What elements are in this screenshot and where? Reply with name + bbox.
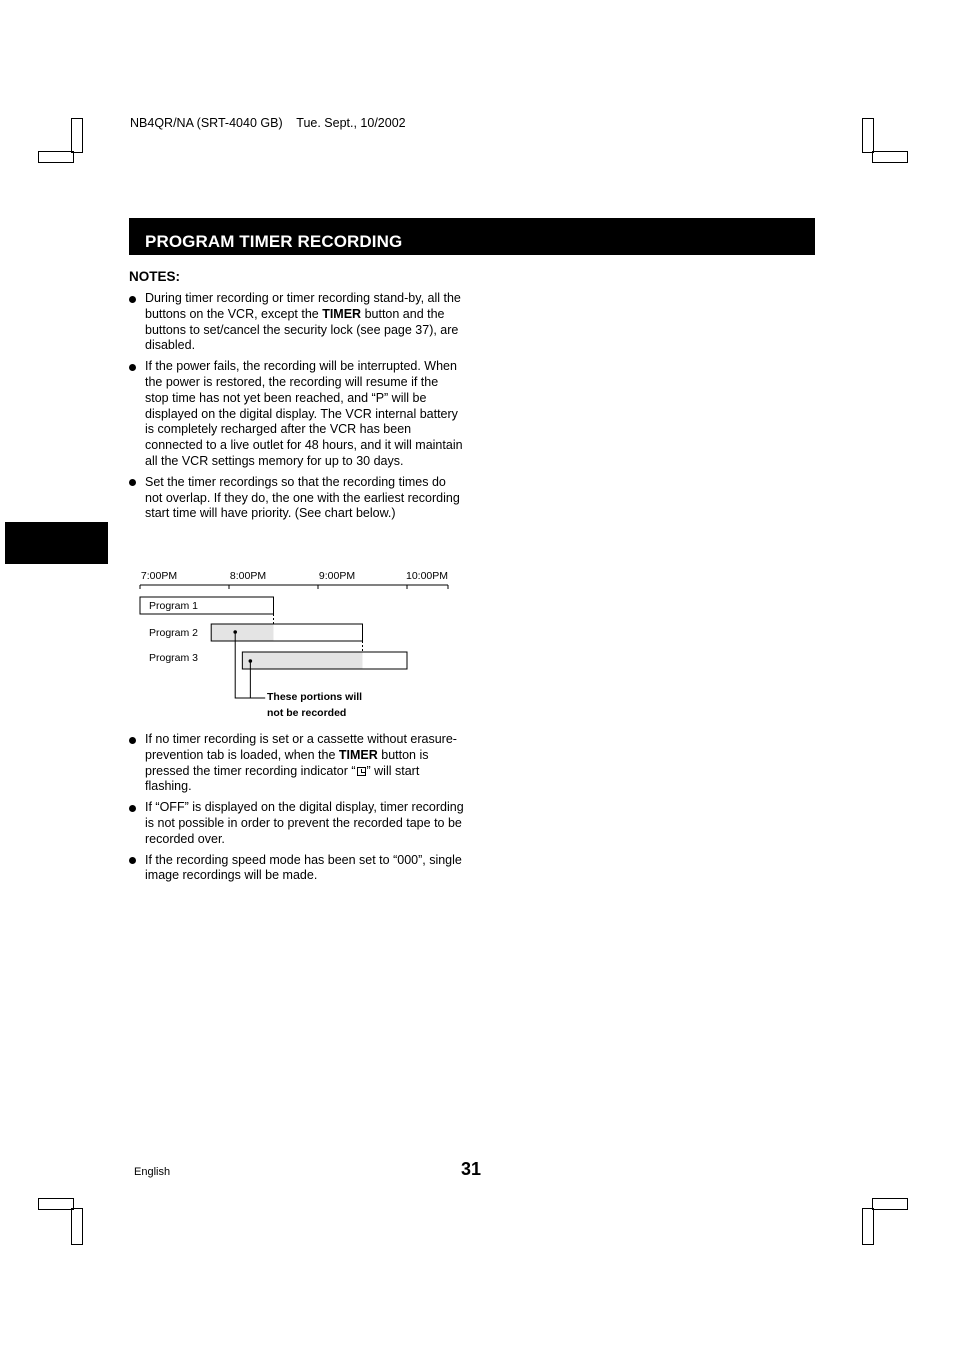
crop-mark-bottom-right-vertical	[862, 1208, 874, 1245]
section-title-bar	[129, 218, 815, 255]
notes-list-top	[129, 291, 464, 527]
bullet-icon	[129, 296, 136, 303]
crop-mark-top-left-horizontal	[38, 151, 74, 163]
bullet-icon	[129, 805, 136, 812]
bullet-icon	[129, 479, 136, 486]
time-axis-label: 10:00PM	[405, 570, 449, 582]
not-recorded-portion	[211, 624, 273, 641]
recording-overlap-chart	[130, 560, 460, 725]
time-axis-label: 7:00PM	[140, 570, 178, 582]
crop-mark-bottom-left-horizontal	[38, 1198, 74, 1210]
chart-program-bars	[140, 597, 407, 669]
program-label: Program 1	[149, 600, 199, 612]
annotation-text-line1: These portions will	[267, 691, 363, 703]
crop-mark-top-left-vertical	[71, 118, 83, 153]
note-item: If the power fails, the recording will be interrupted. When the power is restored, the recording will resume if the stop time has not yet been reached, and “P” will be displayed on the digital display. The VCR internal battery is completely recharged after the VCR has been connected to a live outlet for 48 hours, and it will maintain all the VCR settings memory for up to 30 days.	[129, 359, 464, 470]
timer-indicator-icon	[357, 767, 366, 776]
bullet-icon	[129, 857, 136, 864]
time-axis-label: 9:00PM	[318, 570, 356, 582]
note-item: If no timer recording is set or a cassette without erasure-prevention tab is loaded, when the TIMER button is pressed the timer recording indicator “ ” will start flashing.	[129, 732, 464, 795]
notes-list-bottom	[129, 732, 464, 889]
note-item: During timer recording or timer recording stand-by, all the buttons on the VCR, except the TIMER button and the buttons to set/cancel the security lock (see page 37), are disabled.	[129, 291, 464, 354]
section-title: PROGRAM TIMER RECORDING	[145, 232, 403, 251]
document-id: NB4QR/NA (SRT-4040 GB)	[130, 116, 283, 130]
chart-time-axis	[140, 570, 448, 589]
chart-annotation	[233, 630, 362, 719]
crop-mark-top-right-horizontal	[872, 151, 908, 163]
bullet-icon	[129, 737, 136, 744]
document-header	[130, 116, 406, 130]
page-number: 31	[461, 1159, 482, 1179]
notes-heading: NOTES:	[129, 269, 181, 284]
document-date: Tue. Sept., 10/2002	[296, 116, 406, 130]
note-item: Set the timer recordings so that the recording times do not overlap. If they do, the one with the earliest recording start time will have priority. (See chart below.)	[129, 475, 464, 522]
program-label: Program 2	[149, 627, 199, 639]
annotation-text-line2: not be recorded	[267, 707, 347, 719]
time-axis-label: 8:00PM	[229, 570, 267, 582]
chapter-side-tab	[5, 522, 108, 564]
crop-mark-bottom-left-vertical	[71, 1208, 83, 1245]
note-item: If the recording speed mode has been set to “000”, single image recordings will be made.	[129, 853, 464, 885]
crop-mark-top-right-vertical	[862, 118, 874, 153]
program-label: Program 3	[149, 652, 199, 664]
footer-language: English	[134, 1166, 171, 1178]
crop-mark-bottom-right-horizontal	[872, 1198, 908, 1210]
not-recorded-portion	[242, 652, 362, 669]
bullet-icon	[129, 364, 136, 371]
note-item: If “OFF” is displayed on the digital display, timer recording is not possible in order to prevent the recorded tape to be recorded over.	[129, 800, 464, 847]
